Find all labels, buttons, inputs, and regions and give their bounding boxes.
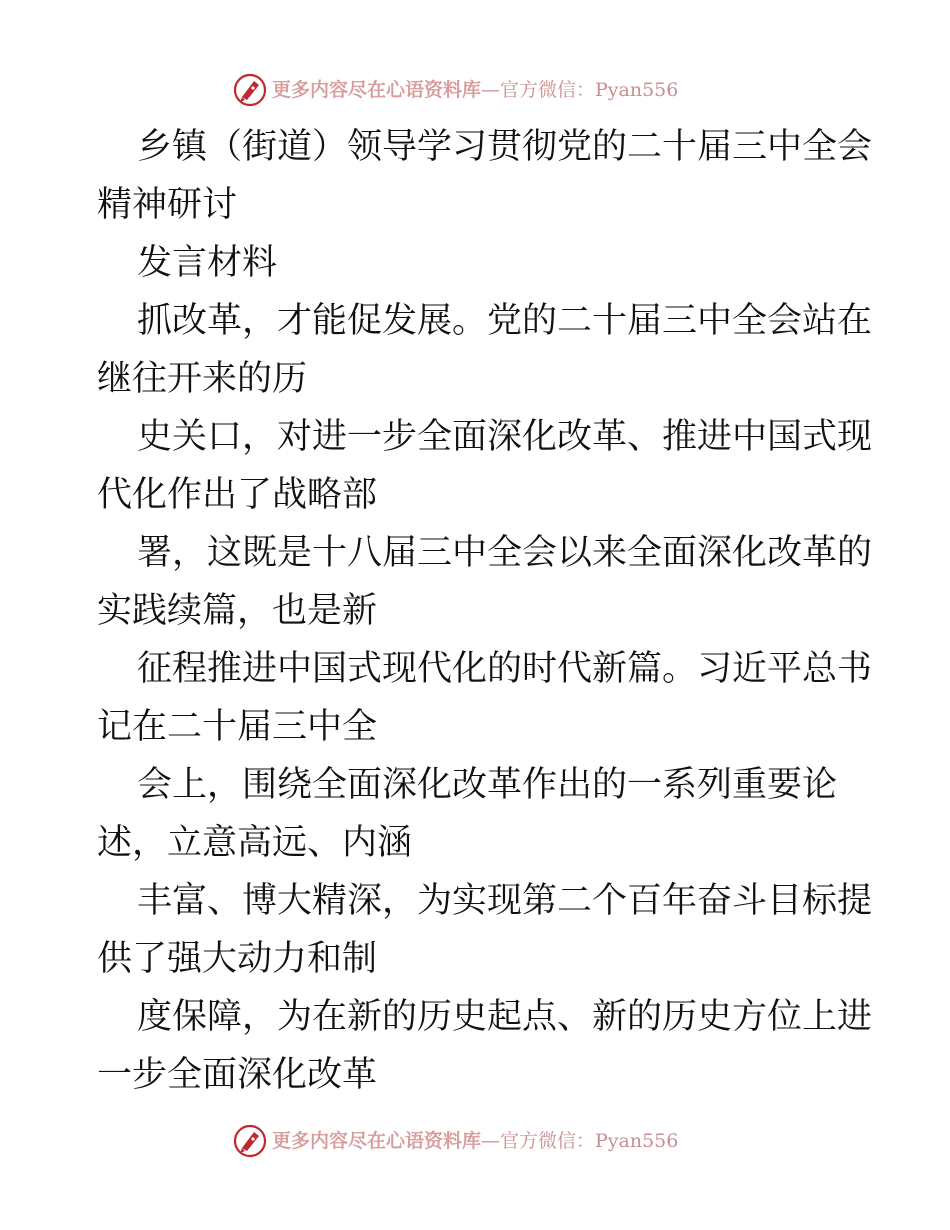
paragraph-line: 记在二十届三中全: [97, 707, 378, 747]
footer-watermark-text: [272, 1127, 678, 1155]
pen-nib-logo-icon: [232, 72, 268, 108]
paragraph-line: 继往开来的历: [97, 359, 308, 399]
header-watermark-lead: 更多内容尽在心语资料库: [272, 79, 482, 101]
paragraph-line: 度保障，为在新的历史起点、新的历史方位上进: [137, 997, 873, 1037]
paragraph-line: 征程推进中国式现代化的时代新篇。习近平总书: [137, 649, 873, 689]
paragraph-line: 代化作出了战略部: [97, 475, 378, 515]
paragraph-line: 供了强大动力和制: [97, 939, 378, 979]
paragraph-line: 抓改革，才能促发展。党的二十届三中全会站在: [137, 301, 873, 341]
title-line-3: 发言材料: [137, 243, 278, 283]
header-watermark-text: [272, 76, 678, 104]
paragraph-line: 述，立意高远、内涵: [97, 823, 413, 863]
paragraph-line: 史关口，对进一步全面深化改革、推进中国式现: [137, 417, 873, 457]
pen-nib-logo-icon: [232, 1123, 268, 1159]
paragraph-line: 一步全面深化改革: [97, 1055, 378, 1095]
paragraph-line: 署，这既是十八届三中全会以来全面深化改革的: [137, 533, 873, 573]
paragraph-line: 会上，围绕全面深化改革作出的一系列重要论: [137, 765, 838, 805]
paragraph-line: 丰富、博大精深，为实现第二个百年奋斗目标提: [137, 881, 873, 921]
footer-watermark-tail: —官方微信：Pyan556: [481, 1130, 679, 1152]
title-line-2: 精神研讨: [97, 185, 238, 225]
footer-watermark-banner: [0, 1121, 950, 1161]
title-line-1: 乡镇（街道）领导学习贯彻党的二十届三中全会: [137, 127, 873, 167]
header-watermark-banner: [0, 70, 950, 110]
paragraph-line: 实践续篇，也是新: [97, 591, 378, 631]
footer-watermark-lead: 更多内容尽在心语资料库: [272, 1130, 482, 1152]
header-watermark-tail: —官方微信：Pyan556: [481, 79, 679, 101]
